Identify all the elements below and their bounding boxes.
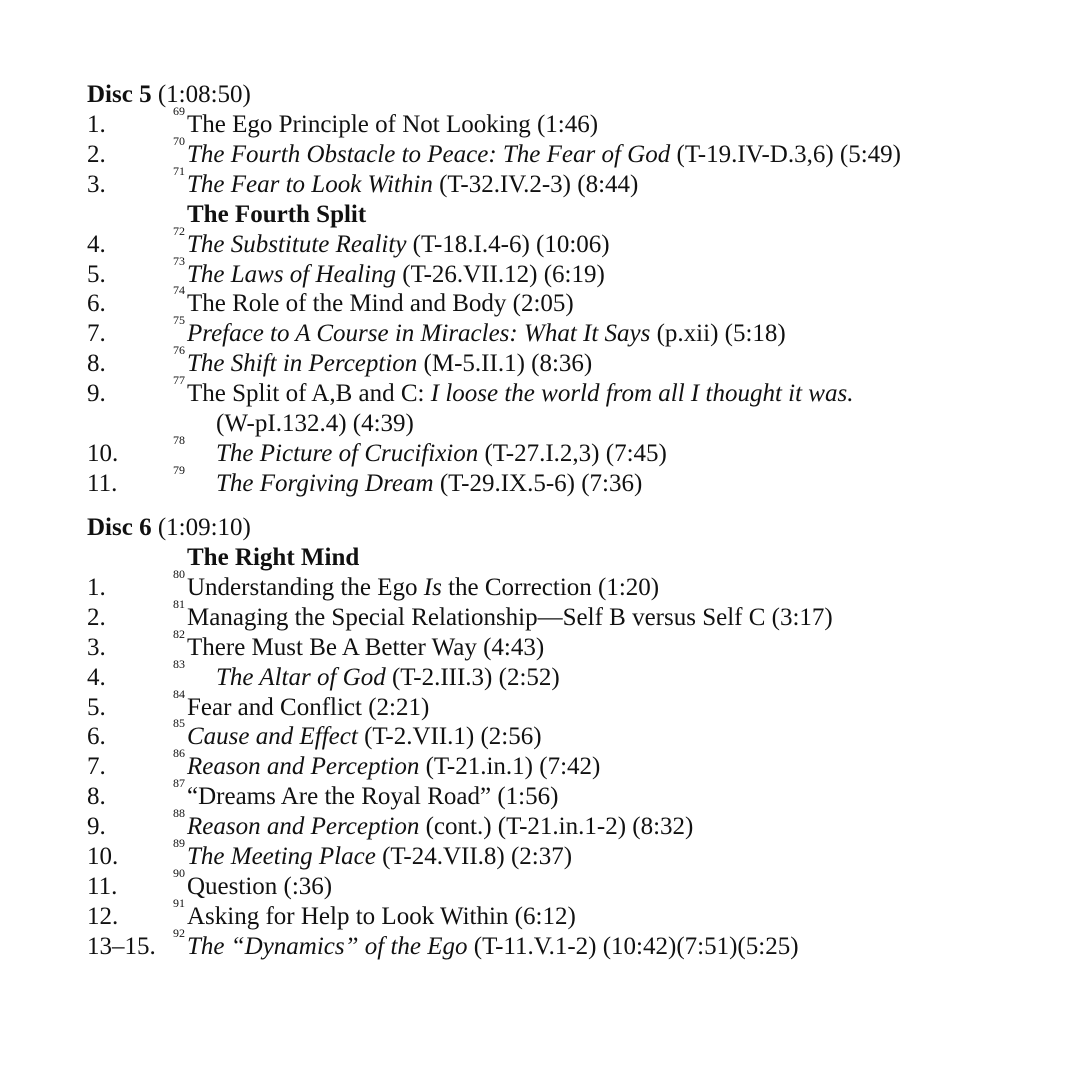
footnote-marker: 84 — [173, 686, 185, 701]
disc-label: Disc 6 — [87, 514, 152, 541]
section-heading-row — [0, 543, 1080, 573]
title-part: (T-2.III.3) (2:52) — [385, 663, 560, 691]
track-number: 4. — [87, 230, 106, 258]
track-number: 7. — [87, 753, 106, 781]
title-part: Question (:36) — [187, 872, 333, 900]
track-row — [0, 656, 1080, 693]
footnote-marker: 83 — [173, 656, 185, 671]
track-row — [0, 409, 1080, 439]
title-part: Reason and Perception — [187, 813, 420, 841]
track-row — [0, 596, 1080, 633]
track-number: 11. — [87, 872, 118, 900]
title-part: (T-19.IV-D.3,6) (5:49) — [670, 140, 902, 168]
track-row — [0, 133, 1080, 170]
track-row — [0, 566, 1080, 603]
title-part: (T-32.IV.2-3) (8:44) — [432, 170, 639, 198]
track-title — [187, 902, 576, 932]
track-title — [216, 469, 642, 499]
track-title — [187, 260, 605, 290]
footnote-marker: 89 — [173, 836, 185, 850]
footnote-marker: 92 — [173, 925, 185, 940]
track-title — [187, 379, 853, 409]
track-row — [0, 925, 1080, 962]
track-number: 10. — [87, 843, 119, 870]
track-row — [0, 865, 1080, 902]
track-row — [0, 313, 1080, 349]
footnote-marker: 72 — [173, 223, 185, 238]
track-row — [0, 746, 1080, 782]
track-row — [0, 253, 1080, 290]
track-title — [187, 932, 799, 962]
track-number: 12. — [87, 902, 119, 930]
title-part: The Laws of Healing — [187, 260, 397, 288]
track-number: 9. — [87, 380, 106, 408]
track-row — [0, 432, 1080, 469]
track-title — [187, 289, 574, 319]
disc-duration: (1:08:50) — [157, 81, 251, 108]
track-title — [187, 842, 572, 872]
disc-header — [0, 80, 1080, 110]
track-row — [0, 462, 1080, 499]
track-number: 9. — [87, 813, 106, 841]
footnote-marker: 74 — [173, 283, 185, 298]
footnote-marker: 85 — [173, 716, 185, 731]
disc-header — [0, 513, 1080, 543]
track-number: 1. — [87, 111, 106, 138]
section-heading-row — [0, 200, 1080, 230]
title-part: The Picture of Crucifixion — [216, 439, 479, 467]
title-part: Is — [423, 573, 442, 601]
footnote-marker: 73 — [173, 253, 185, 268]
title-part: (T-21.in.1) (7:42) — [419, 753, 601, 781]
footnote-marker: 88 — [173, 806, 185, 821]
title-part: Asking for Help to Look Within (6:12) — [187, 902, 576, 930]
track-title — [187, 230, 610, 260]
track-number: 5. — [87, 693, 106, 721]
track-number: 10. — [87, 439, 119, 467]
track-row — [0, 686, 1080, 723]
title-part: (M-5.II.1) (8:36) — [417, 350, 593, 378]
track-title — [187, 812, 693, 842]
track-number: 7. — [87, 320, 106, 348]
footnote-marker: 78 — [173, 432, 185, 447]
track-title — [187, 349, 592, 379]
track-row — [0, 895, 1080, 932]
section-heading: The Right Mind — [187, 544, 360, 571]
title-part: (T-2.VII.1) (2:56) — [357, 723, 542, 751]
track-number: 8. — [87, 350, 106, 378]
track-title-continuation — [216, 409, 414, 439]
track-row — [0, 343, 1080, 379]
track-title — [216, 663, 560, 693]
track-title — [187, 782, 558, 812]
title-part: (T-24.VII.8) (2:37) — [375, 843, 573, 870]
title-part: The Substitute Reality — [187, 230, 407, 258]
track-number: 4. — [87, 663, 106, 691]
title-part: (T-29.IX.5-6) (7:36) — [433, 469, 643, 497]
title-part: the Correction (1:20) — [441, 573, 660, 601]
track-title — [216, 439, 667, 469]
track-title — [187, 872, 332, 902]
title-part: The Fourth Obstacle to Peace: The Fear of God — [187, 140, 671, 168]
track-row — [0, 806, 1080, 842]
footnote-marker: 75 — [173, 313, 185, 328]
track-title — [187, 603, 833, 633]
title-part: I loose the world from all I thought it was. — [430, 380, 854, 408]
title-part: Cause and Effect — [187, 723, 358, 751]
footnote-marker: 82 — [173, 626, 185, 641]
title-part: The Fear to Look Within — [187, 170, 433, 198]
title-part: The “Dynamics” of the Ego — [187, 932, 468, 960]
track-row — [0, 836, 1080, 872]
footnote-marker: 79 — [173, 462, 185, 477]
disc-duration: (1:09:10) — [157, 514, 251, 541]
title-part: The Shift in Perception — [187, 350, 418, 378]
title-part: The Ego Principle of Not Looking (1:46) — [187, 111, 599, 138]
title-part: The Role of the Mind and Body (2:05) — [187, 290, 574, 318]
title-part: (T-26.VII.12) (6:19) — [396, 260, 605, 288]
track-row — [0, 163, 1080, 200]
disc-label: Disc 5 — [87, 81, 152, 108]
title-part: The Meeting Place — [187, 843, 376, 870]
title-part: (cont.) (T-21.in.1-2) (8:32) — [419, 813, 694, 841]
footnote-marker: 81 — [173, 596, 185, 611]
title-part: Managing the Special Relationship—Self B versus Self C (3:17) — [187, 603, 833, 631]
title-part: Reason and Perception — [187, 753, 420, 781]
track-title — [187, 170, 638, 200]
title-part: The Forgiving Dream — [216, 469, 434, 497]
footnote-marker: 76 — [173, 343, 185, 358]
track-number: 3. — [87, 170, 106, 198]
track-row — [0, 373, 1080, 409]
footnote-marker: 86 — [173, 746, 185, 761]
title-part: (T-18.I.4-6) (10:06) — [406, 230, 610, 258]
title-part: (p.xii) (5:18) — [650, 320, 786, 348]
disc-title — [87, 80, 251, 110]
track-row — [0, 716, 1080, 752]
footnote-marker: 70 — [173, 133, 185, 148]
track-number: 6. — [87, 290, 106, 318]
footnote-marker: 77 — [173, 373, 185, 388]
disc-title — [87, 513, 251, 543]
track-row — [0, 283, 1080, 319]
track-title — [187, 573, 659, 603]
track-title — [187, 633, 544, 663]
title-part: Preface to A Course in Miracles: What It Says — [187, 320, 651, 348]
track-row — [0, 104, 1080, 140]
title-part: The Altar of God — [216, 663, 386, 691]
track-row — [0, 223, 1080, 260]
track-number: 2. — [87, 140, 106, 168]
track-number: 5. — [87, 260, 106, 288]
footnote-marker: 87 — [173, 776, 185, 791]
track-title — [187, 319, 786, 349]
track-row — [0, 776, 1080, 812]
title-part: The Split of A,B and C: — [187, 380, 431, 408]
track-number: 1. — [87, 573, 106, 601]
track-title — [187, 110, 598, 140]
title-part: There Must Be A Better Way (4:43) — [187, 633, 545, 661]
track-number: 8. — [87, 783, 106, 811]
title-part: Understanding the Ego — [187, 573, 424, 601]
track-number: 11. — [87, 469, 118, 497]
footnote-marker: 91 — [173, 895, 185, 910]
footnote-marker: 69 — [173, 104, 185, 118]
footnote-marker: 90 — [173, 865, 185, 880]
track-row — [0, 626, 1080, 663]
footnote-marker: 71 — [173, 163, 185, 178]
track-title — [187, 722, 542, 752]
title-part: (T-11.V.1-2) (10:42)(7:51)(5:25) — [467, 932, 799, 960]
track-number: 2. — [87, 603, 106, 631]
section-heading: The Fourth Split — [187, 200, 367, 228]
title-part: (W-pI.132.4) (4:39) — [216, 410, 414, 437]
title-part: (T-27.I.2,3) (7:45) — [478, 439, 667, 467]
footnote-marker: 80 — [173, 566, 185, 581]
title-part: “Dreams Are the Royal Road” (1:56) — [187, 783, 559, 811]
track-title — [187, 752, 600, 782]
title-part: Fear and Conflict (2:21) — [187, 693, 430, 721]
track-number: 13–15. — [87, 932, 156, 960]
track-title — [187, 140, 901, 170]
track-number: 3. — [87, 633, 106, 661]
track-number: 6. — [87, 723, 106, 751]
track-title — [187, 693, 429, 723]
